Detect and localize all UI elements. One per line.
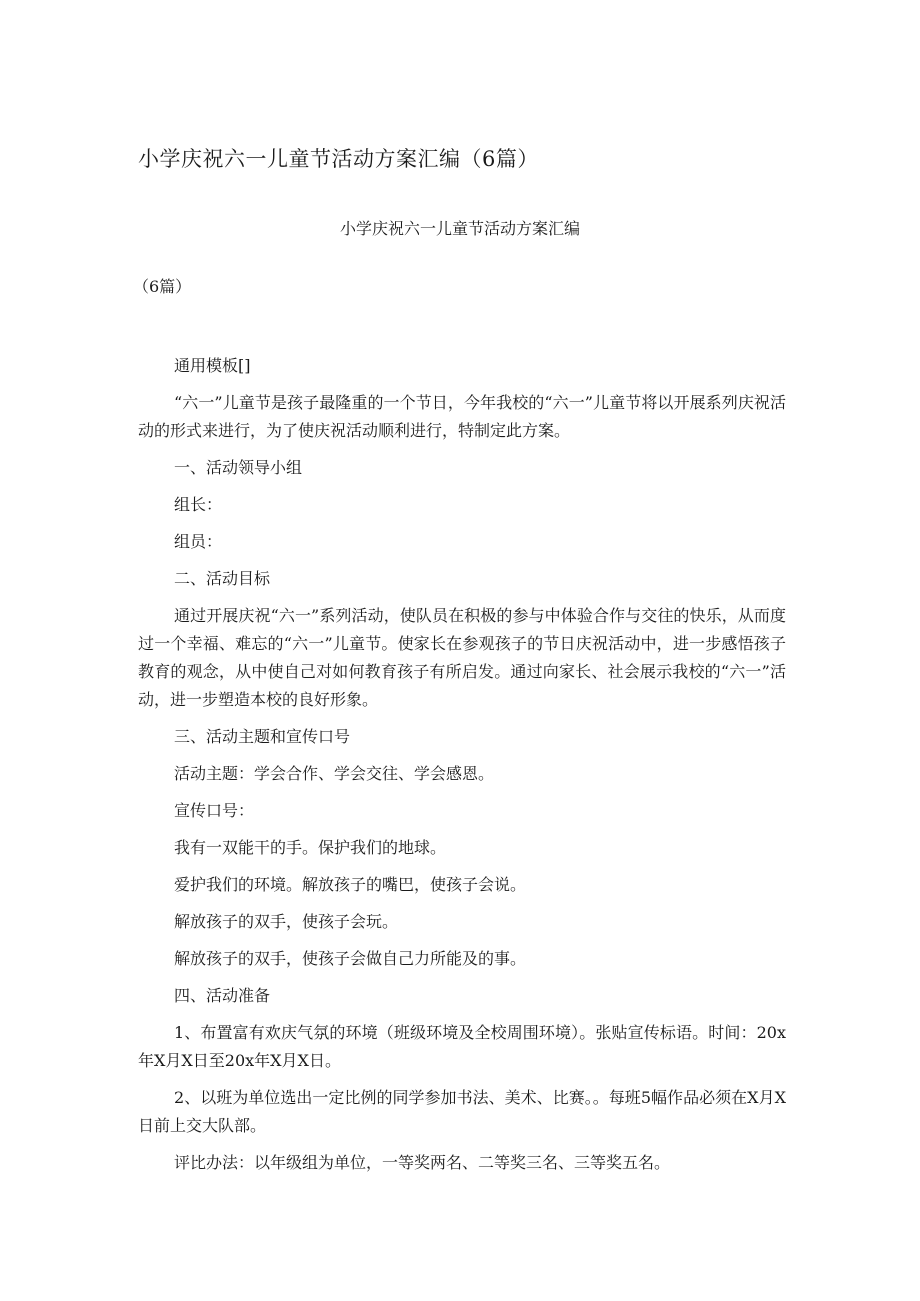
- template-note: 通用模板[]: [174, 356, 251, 375]
- leader-line: 组长：: [174, 495, 223, 514]
- theme-line: 活动主题：学会合作、学会交往、学会感恩。: [174, 764, 495, 783]
- intro-paragraph: “六一”儿童节是孩子最隆重的一个节日，今年我校的“六一”儿童节将以开展系列庆祝活动的形式来进行，为了使庆祝活动顺利进行，特制定此方案。: [138, 393, 786, 440]
- section-heading-goals: 二、活动目标: [174, 569, 271, 588]
- document-body: [138, 352, 786, 1186]
- members-line: 组员：: [174, 532, 223, 551]
- slogan-line: 爱护我们的环境。解放孩子的嘴巴，使孩子会说。: [174, 875, 527, 894]
- slogan-line: 解放孩子的双手，使孩子会玩。: [174, 912, 399, 931]
- section-heading-theme: 三、活动主题和宣传口号: [174, 727, 351, 746]
- evaluation-line: 评比办法：以年级组为单位，一等奖两名、二等奖三名、三等奖五名。: [174, 1153, 671, 1172]
- document-subtitle: 小学庆祝六一儿童节活动方案汇编: [339, 219, 580, 238]
- document-title: 小学庆祝六一儿童节活动方案汇编（6篇）: [138, 147, 539, 171]
- slogan-heading: 宣传口号：: [174, 801, 255, 820]
- section-heading-leadership: 一、活动领导小组: [174, 458, 303, 477]
- goals-paragraph: 通过开展庆祝“六一”系列活动，使队员在积极的参与中体验合作与交往的快乐，从而度过一个幸福、难忘的“六一”儿童节。使家长在参观孩子的节日庆祝活动中，进一步感悟孩子教育的观念，从中使自己对如何教育孩子有所启发。通过向家长、社会展示我校的“六一”活动，进一步塑造本校的良好形象。: [138, 606, 786, 709]
- preparation-item: 2、以班为单位选出一定比例的同学参加书法、美术、比赛。。每班5幅作品必须在X月X日前上交大队部。: [138, 1088, 786, 1135]
- section-heading-preparation: 四、活动准备: [174, 986, 271, 1005]
- preparation-item: 1、布置富有欢庆气氛的环境（班级环境及全校周围环境）。张贴宣传标语。时间：20x年X月X日至20x年X月X日。: [138, 1023, 786, 1070]
- document-subtitle-count: （6篇）: [133, 277, 192, 296]
- slogan-line: 解放孩子的双手，使孩子会做自己力所能及的事。: [174, 949, 527, 968]
- slogan-line: 我有一双能干的手。保护我们的地球。: [174, 838, 447, 857]
